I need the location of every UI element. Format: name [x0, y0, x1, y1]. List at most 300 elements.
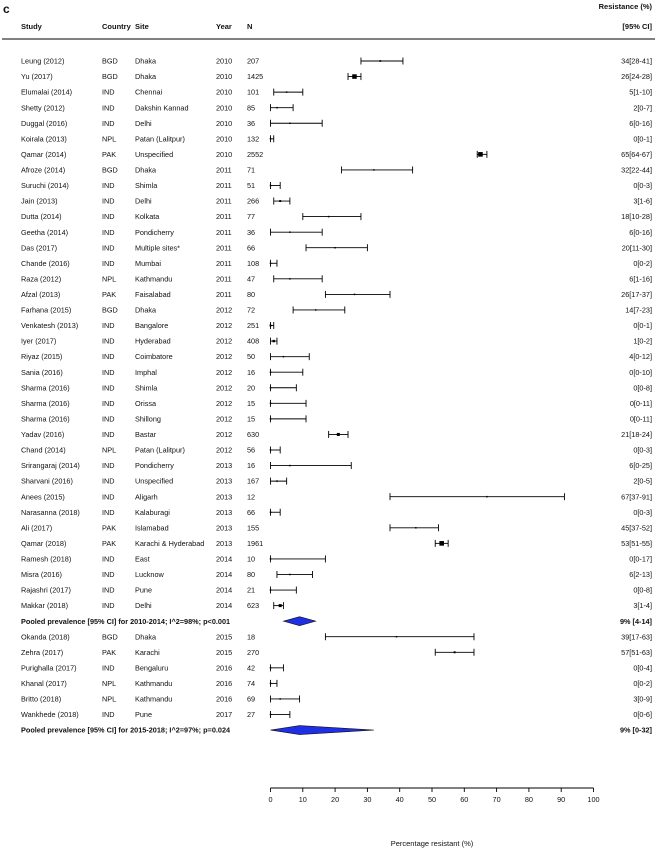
x-tick-label: 40: [395, 795, 404, 804]
row-ci-label: 0[0-8]: [633, 383, 652, 393]
row-country: IND: [102, 476, 115, 486]
point-estimate: [283, 356, 285, 358]
pooled-label: Pooled prevalence [95% CI] for 2010-2014; I^2=98%; p<0.001: [21, 616, 231, 626]
point-estimate: [270, 449, 272, 451]
row-n: 1425: [247, 72, 264, 82]
row-ci-label: 26[24-28]: [621, 72, 652, 82]
row-study: Leung (2012): [21, 56, 65, 66]
row-study: Britto (2018): [21, 694, 62, 704]
row-year: 2011: [216, 181, 232, 191]
row-study: Okanda (2018): [21, 632, 70, 642]
row-year: 2011: [216, 274, 232, 284]
row-year: 2011: [216, 243, 232, 253]
row-ci-label: 34[28-41]: [621, 56, 652, 66]
row-ci-label: 2[0-7]: [633, 103, 652, 113]
x-tick-label: 0: [268, 795, 273, 804]
row-country: IND: [102, 414, 115, 424]
row-year: 2011: [216, 290, 232, 299]
point-estimate: [354, 294, 356, 296]
row-n: 10: [247, 554, 256, 564]
row-study: Qamar (2014): [21, 149, 67, 159]
point-estimate: [315, 309, 317, 311]
row-site: Lucknow: [135, 570, 164, 580]
row-site: Kolkata: [135, 212, 160, 222]
row-country: IND: [102, 398, 115, 408]
row-site: Islamabad: [135, 523, 169, 533]
point-estimate: [289, 574, 291, 576]
point-estimate: [289, 231, 291, 233]
row-year: 2010: [216, 72, 233, 82]
row-n: 16: [247, 367, 256, 377]
row-study: Sharma (2016): [21, 414, 70, 424]
row-site: Dhaka: [135, 72, 157, 82]
row-study: Afroze (2014): [21, 165, 66, 175]
x-tick-label: 10: [298, 795, 307, 804]
row-n: 266: [247, 196, 260, 206]
row-country: IND: [102, 430, 115, 440]
row-study: Sania (2016): [21, 367, 63, 377]
row-year: 2011: [216, 165, 232, 175]
pooled-diamond: [271, 726, 374, 735]
row-n: 251: [247, 321, 260, 331]
point-estimate: [270, 325, 272, 327]
point-estimate: [439, 541, 444, 546]
header-resistance-line1: Resistance (%): [598, 2, 652, 11]
row-year: 2016: [216, 663, 233, 673]
row-n: 630: [247, 430, 260, 440]
row-year: 2013: [216, 476, 233, 486]
row-n: 51: [247, 181, 256, 191]
row-country: IND: [102, 321, 115, 331]
row-year: 2015: [216, 632, 233, 642]
point-estimate: [379, 60, 381, 62]
row-year: 2013: [216, 507, 233, 517]
row-year: 2010: [216, 56, 233, 66]
row-n: 108: [247, 258, 260, 268]
point-estimate: [270, 403, 272, 405]
row-country: PAK: [102, 538, 117, 548]
pooled-label: Pooled prevalence [95% CI] for 2015-2018; I^2=97%; p=0.024: [21, 725, 231, 735]
point-estimate: [270, 263, 272, 265]
point-estimate: [279, 604, 282, 607]
row-ci-label: 0[0-1]: [633, 321, 652, 331]
row-study: Rajashri (2017): [21, 585, 71, 595]
row-year: 2012: [216, 445, 233, 455]
point-estimate: [270, 683, 272, 685]
row-n: 1961: [247, 538, 264, 548]
row-n: 72: [247, 305, 256, 315]
row-country: IND: [102, 554, 115, 564]
row-country: NPL: [102, 694, 117, 704]
row-study: Suruchi (2014): [21, 181, 69, 191]
row-study: Qamar (2018): [21, 538, 67, 548]
row-year: 2012: [216, 367, 233, 377]
panel-label: c: [3, 2, 10, 16]
row-year: 2011: [216, 196, 232, 206]
row-site: Bangalore: [135, 321, 169, 331]
row-n: 15: [247, 414, 256, 424]
row-country: NPL: [102, 679, 117, 688]
row-year: 2010: [216, 118, 233, 128]
row-ci-label: 4[0-12]: [629, 352, 652, 362]
row-study: Zehra (2017): [21, 647, 64, 657]
row-country: IND: [102, 87, 115, 97]
row-ci-label: 0[0-2]: [633, 679, 652, 688]
header-year: Year: [216, 22, 232, 31]
row-country: NPL: [102, 274, 117, 284]
row-country: NPL: [102, 134, 117, 144]
row-site: Delhi: [135, 118, 152, 128]
row-ci-label: 2[0-5]: [633, 476, 652, 486]
row-study: Sharma (2016): [21, 398, 70, 408]
row-n: 77: [247, 212, 256, 222]
row-ci-label: 18[10-28]: [621, 212, 652, 222]
row-ci-label: 6[1-16]: [629, 274, 652, 284]
row-n: 18: [247, 632, 256, 642]
row-ci-label: 26[17-37]: [621, 290, 652, 299]
x-tick-label: 20: [331, 795, 340, 804]
row-year: 2012: [216, 336, 233, 346]
row-study: Anees (2015): [21, 492, 65, 502]
row-study: Khanal (2017): [21, 679, 67, 688]
row-study: Afzal (2013): [21, 290, 61, 299]
row-ci-label: 21[18-24]: [621, 430, 652, 440]
row-year: 2015: [216, 647, 233, 657]
point-estimate: [396, 636, 398, 638]
row-site: Orissa: [135, 398, 157, 408]
row-country: BGD: [102, 305, 118, 315]
row-ci-label: 65[64-67]: [621, 149, 652, 159]
row-country: IND: [102, 507, 115, 517]
row-year: 2012: [216, 430, 233, 440]
row-year: 2014: [216, 554, 233, 564]
row-n: 56: [247, 445, 256, 455]
row-ci-label: 57[51-63]: [621, 647, 652, 657]
row-ci-label: 5[1-10]: [629, 87, 652, 97]
row-ci-label: 0[0-1]: [633, 134, 652, 144]
point-estimate: [276, 480, 278, 482]
point-estimate: [270, 371, 272, 373]
point-estimate: [270, 589, 272, 591]
row-study: Chande (2016): [21, 258, 70, 268]
row-study: Farhana (2015): [21, 305, 72, 315]
row-country: IND: [102, 492, 115, 502]
pooled-value: 9% [0-32]: [619, 725, 652, 735]
row-ci-label: 39[17-63]: [621, 632, 652, 642]
row-year: 2010: [216, 87, 233, 97]
row-site: Dakshin Kannad: [135, 103, 189, 113]
header-country: Country: [102, 22, 131, 31]
row-n: 36: [247, 227, 256, 237]
row-year: 2017: [216, 710, 233, 720]
row-site: Delhi: [135, 196, 152, 206]
row-site: Multiple sites*: [135, 243, 181, 253]
row-country: IND: [102, 352, 115, 362]
row-site: Unspecified: [135, 476, 174, 486]
row-n: 85: [247, 103, 256, 113]
row-year: 2014: [216, 570, 233, 580]
row-study: Iyer (2017): [21, 336, 57, 346]
row-ci-label: 67[37-91]: [621, 492, 652, 502]
row-site: Aligarh: [135, 492, 158, 502]
row-country: BGD: [102, 56, 118, 66]
row-site: Patan (Lalitpur): [135, 445, 185, 455]
row-site: Hyderabad: [135, 336, 171, 346]
row-ci-label: 53[51-55]: [621, 538, 652, 548]
row-ci-label: 3[1-4]: [633, 601, 652, 611]
point-estimate: [279, 698, 281, 700]
row-site: Pune: [135, 710, 153, 720]
x-tick-label: 100: [587, 795, 600, 804]
row-year: 2014: [216, 601, 233, 611]
point-estimate: [276, 107, 278, 109]
row-country: IND: [102, 663, 115, 673]
point-estimate: [337, 433, 340, 436]
row-site: Dhaka: [135, 305, 157, 315]
row-ci-label: 0[0-10]: [629, 367, 652, 377]
row-study: Sharma (2016): [21, 383, 70, 393]
row-year: 2014: [216, 585, 233, 595]
row-ci-label: 6[0-25]: [629, 461, 652, 471]
point-estimate: [478, 152, 483, 157]
row-site: Kalaburagi: [135, 507, 170, 517]
row-ci-label: 20[11-30]: [621, 243, 652, 253]
row-year: 2012: [216, 383, 233, 393]
row-study: Makkar (2018): [21, 601, 69, 611]
row-country: IND: [102, 336, 115, 346]
row-ci-label: 14[7-23]: [625, 305, 652, 315]
row-study: Duggal (2016): [21, 118, 68, 128]
row-ci-label: 1[0-2]: [633, 336, 652, 346]
x-tick-label: 60: [460, 795, 469, 804]
row-site: Dhaka: [135, 632, 157, 642]
row-n: 16: [247, 461, 256, 471]
x-tick-label: 50: [427, 795, 437, 804]
row-site: Pune: [135, 585, 153, 595]
row-year: 2011: [216, 227, 232, 237]
row-n: 20: [247, 383, 256, 393]
row-country: IND: [102, 570, 115, 580]
row-year: 2010: [216, 134, 233, 144]
header-n: N: [247, 22, 253, 31]
row-site: Dhaka: [135, 165, 157, 175]
point-estimate: [289, 465, 291, 467]
row-year: 2013: [216, 492, 233, 502]
point-estimate: [279, 200, 281, 202]
row-study: Elumalai (2014): [21, 87, 73, 97]
row-study: Purighalla (2017): [21, 663, 77, 673]
row-year: 2010: [216, 149, 233, 159]
point-estimate: [270, 418, 272, 420]
row-country: PAK: [102, 149, 117, 159]
row-year: 2013: [216, 523, 233, 533]
row-n: 101: [247, 87, 260, 97]
row-site: Chennai: [135, 87, 163, 97]
row-site: East: [135, 554, 150, 564]
row-n: 66: [247, 507, 256, 517]
row-n: 167: [247, 476, 260, 486]
x-tick-label: 30: [363, 795, 372, 804]
row-ci-label: 0[0-11]: [629, 398, 652, 408]
row-site: Karachi: [135, 647, 160, 657]
point-estimate: [334, 247, 336, 249]
row-ci-label: 0[0-3]: [633, 445, 652, 455]
point-estimate: [270, 558, 272, 560]
pooled-value: 9% [4-14]: [619, 616, 652, 626]
x-tick-label: 70: [492, 795, 501, 804]
row-country: PAK: [102, 647, 117, 657]
row-ci-label: 6[0-16]: [629, 118, 652, 128]
point-estimate: [454, 651, 456, 653]
row-country: BGD: [102, 632, 118, 642]
row-study: Dutta (2014): [21, 212, 62, 222]
point-estimate: [270, 511, 272, 513]
row-site: Delhi: [135, 601, 152, 611]
pooled-diamond: [283, 617, 315, 626]
row-study: Shetty (2012): [21, 103, 65, 113]
row-ci-label: 6[2-13]: [629, 570, 652, 580]
row-year: 2010: [216, 103, 233, 113]
row-study: Ali (2017): [21, 523, 53, 533]
row-country: IND: [102, 118, 115, 128]
row-n: 408: [247, 336, 260, 346]
row-year: 2013: [216, 461, 233, 471]
row-site: Patan (Lalitpur): [135, 134, 185, 144]
row-study: Ramesh (2018): [21, 554, 72, 564]
row-site: Bengaluru: [135, 663, 169, 673]
row-study: Srirangaraj (2014): [21, 461, 80, 471]
row-year: 2012: [216, 305, 233, 315]
row-year: 2011: [216, 212, 232, 222]
row-country: IND: [102, 196, 115, 206]
row-site: Kathmandu: [135, 694, 173, 704]
row-site: Shimla: [135, 383, 158, 393]
row-year: 2016: [216, 694, 233, 704]
row-n: 74: [247, 679, 256, 688]
row-ci-label: 0[0-6]: [633, 710, 652, 720]
row-year: 2012: [216, 414, 233, 424]
row-country: IND: [102, 383, 115, 393]
row-n: 71: [247, 165, 256, 175]
header-study: Study: [21, 22, 42, 31]
row-n: 50: [247, 352, 256, 362]
point-estimate: [328, 216, 330, 218]
row-ci-label: 0[0-3]: [633, 181, 652, 191]
row-country: PAK: [102, 290, 117, 299]
row-n: 15: [247, 398, 256, 408]
row-country: BGD: [102, 165, 118, 175]
row-site: Mumbai: [135, 258, 161, 268]
row-ci-label: 3[0-9]: [633, 694, 652, 704]
row-n: 155: [247, 523, 260, 533]
row-study: Geetha (2014): [21, 227, 69, 237]
row-country: PAK: [102, 523, 117, 533]
row-site: Shimla: [135, 181, 158, 191]
point-estimate: [486, 496, 488, 498]
row-study: Narasanna (2018): [21, 507, 80, 517]
point-estimate: [286, 91, 288, 93]
row-year: 2013: [216, 538, 233, 548]
row-n: 2552: [247, 149, 264, 159]
row-site: Shillong: [135, 414, 161, 424]
row-study: Riyaz (2015): [21, 352, 63, 362]
row-country: IND: [102, 243, 115, 253]
row-year: 2016: [216, 679, 233, 688]
row-ci-label: 45[37-52]: [621, 523, 652, 533]
row-study: Venkatesh (2013): [21, 321, 79, 331]
header-site: Site: [135, 22, 149, 31]
row-site: Faisalabad: [135, 290, 171, 299]
row-n: 36: [247, 118, 256, 128]
row-study: Das (2017): [21, 243, 58, 253]
row-site: Karachi & Hyderabad: [135, 538, 205, 548]
row-country: IND: [102, 181, 115, 191]
point-estimate: [270, 138, 272, 140]
point-estimate: [352, 74, 357, 79]
point-estimate: [289, 278, 291, 280]
row-country: BGD: [102, 72, 118, 82]
row-ci-label: 0[0-17]: [629, 554, 652, 564]
header-resistance-line2: [95% CI]: [622, 22, 652, 31]
point-estimate: [273, 340, 275, 342]
row-ci-label: 0[0-8]: [633, 585, 652, 595]
row-n: 623: [247, 601, 260, 611]
row-n: 42: [247, 663, 256, 673]
row-study: Yadav (2016): [21, 430, 65, 440]
row-country: IND: [102, 103, 115, 113]
row-country: IND: [102, 601, 115, 611]
row-study: Misra (2016): [21, 570, 62, 580]
row-ci-label: 0[0-4]: [633, 663, 652, 673]
row-site: Kathmandu: [135, 274, 173, 284]
x-tick-label: 80: [524, 795, 533, 804]
row-ci-label: 0[0-11]: [629, 414, 652, 424]
row-country: IND: [102, 710, 115, 720]
point-estimate: [270, 185, 272, 187]
x-tick-label: 90: [557, 795, 566, 804]
row-country: IND: [102, 585, 115, 595]
row-n: 47: [247, 274, 256, 284]
row-ci-label: 32[22-44]: [621, 165, 652, 175]
row-country: IND: [102, 212, 115, 222]
row-site: Pondicherry: [135, 461, 174, 471]
row-country: IND: [102, 258, 115, 268]
row-n: 21: [247, 585, 256, 595]
row-study: Chand (2014): [21, 445, 66, 455]
row-n: 27: [247, 710, 256, 720]
point-estimate: [415, 527, 417, 529]
row-year: 2012: [216, 352, 233, 362]
row-ci-label: 0[0-3]: [633, 507, 652, 517]
row-ci-label: 3[1-6]: [633, 196, 652, 206]
row-study: Yu (2017): [21, 72, 53, 82]
row-site: Bastar: [135, 430, 157, 440]
x-axis-label: Percentage resistant (%): [390, 839, 474, 848]
row-n: 132: [247, 134, 260, 144]
row-study: Jain (2013): [21, 196, 58, 206]
point-estimate: [270, 667, 272, 669]
row-n: 80: [247, 290, 256, 299]
row-site: Kathmandu: [135, 679, 173, 688]
row-study: Koirala (2013): [21, 134, 67, 144]
point-estimate: [270, 714, 272, 716]
row-year: 2011: [216, 258, 232, 268]
row-site: Unspecified: [135, 149, 174, 159]
row-n: 69: [247, 694, 256, 704]
row-n: 270: [247, 647, 260, 657]
row-n: 66: [247, 243, 256, 253]
row-study: Raza (2012): [21, 274, 62, 284]
